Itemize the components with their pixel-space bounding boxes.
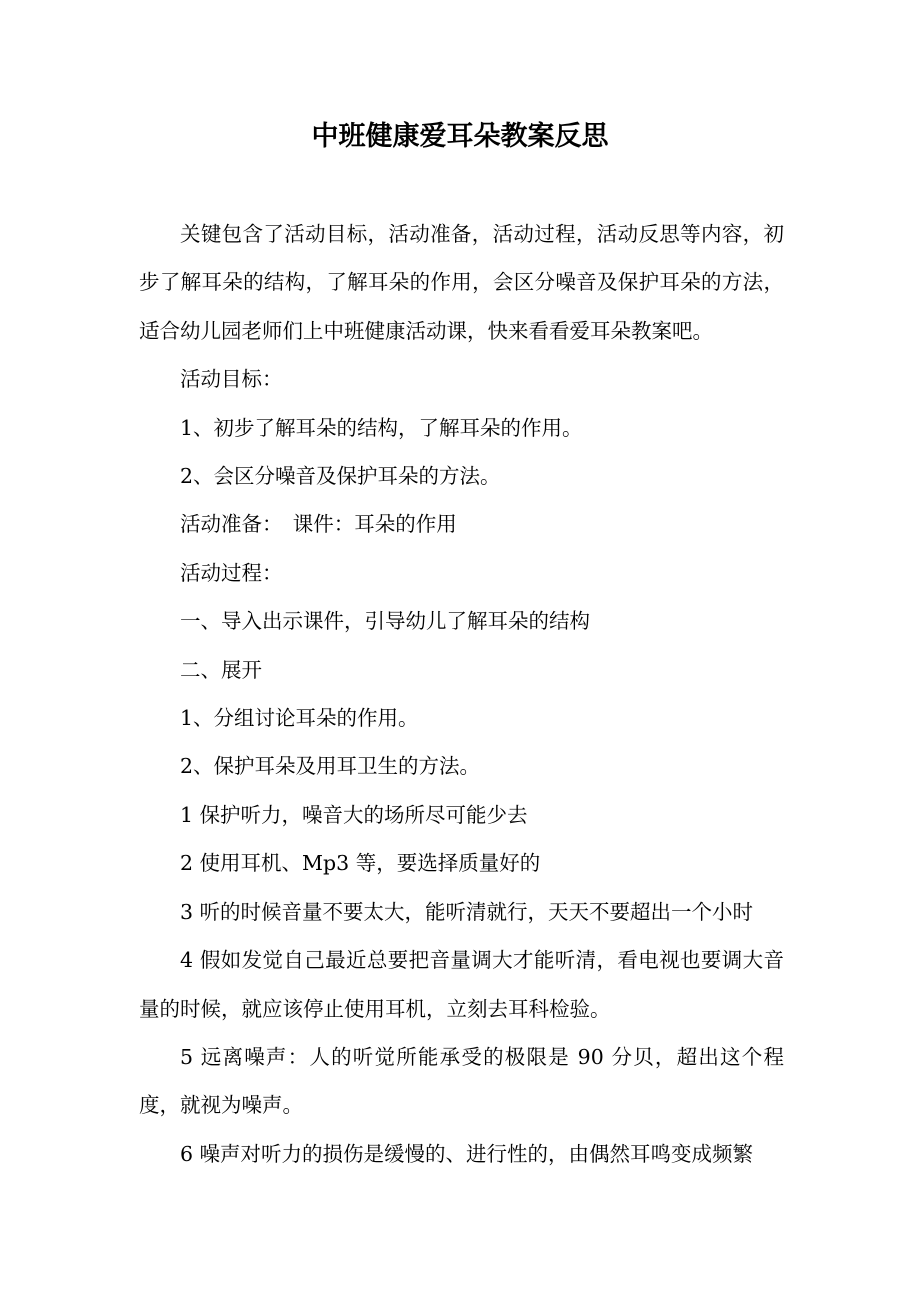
tip-item: 6 噪声对听力的损伤是缓慢的、进行性的，由偶然耳鸣变成频繁 [180, 1141, 754, 1166]
tip-item: 5 远离噪声：人的听觉所能承受的极限是 90 分贝，超出这个程度，就视为噪声。 [139, 1044, 784, 1118]
preparation-line: 活动准备： 课件：耳朵的作用 [180, 512, 457, 537]
tip-item: 3 听的时候音量不要太大，能听清就行，天天不要超出一个小时 [180, 899, 754, 924]
process-step: 一、导入出示课件，引导幼儿了解耳朵的结构 [180, 609, 590, 634]
objective-item: 2、会区分噪音及保护耳朵的方法。 [180, 464, 501, 489]
document-body [139, 210, 784, 1178]
process-step: 二、展开 [180, 657, 262, 682]
discussion-item: 2、保护耳朵及用耳卫生的方法。 [180, 754, 481, 779]
document-title: 中班健康爱耳朵教案反思 [311, 121, 609, 152]
tip-item: 4 假如发觉自己最近总要把音量调大才能听清，看电视也要调大音量的时候，就应该停止使用耳机，立刻去耳科检验。 [139, 948, 784, 1021]
objective-item: 1、初步了解耳朵的结构，了解耳朵的作用。 [180, 415, 583, 440]
intro-paragraph: 关键包含了活动目标，活动准备，活动过程，活动反思等内容，初步了解耳朵的结构，了解耳朵的作用，会区分噪音及保护耳朵的方法，适合幼儿园老师们上中班健康活动课，快来看看爱耳朵教案吧。 [139, 222, 784, 343]
objectives-heading: 活动目标： [180, 367, 283, 392]
process-heading: 活动过程： [180, 560, 283, 585]
tip-item: 2 使用耳机、Mp3 等，要选择质量好的 [180, 851, 541, 876]
discussion-item: 1、分组讨论耳朵的作用。 [180, 706, 419, 731]
tip-item: 1 保护听力，噪音大的场所尽可能少去 [180, 802, 528, 827]
